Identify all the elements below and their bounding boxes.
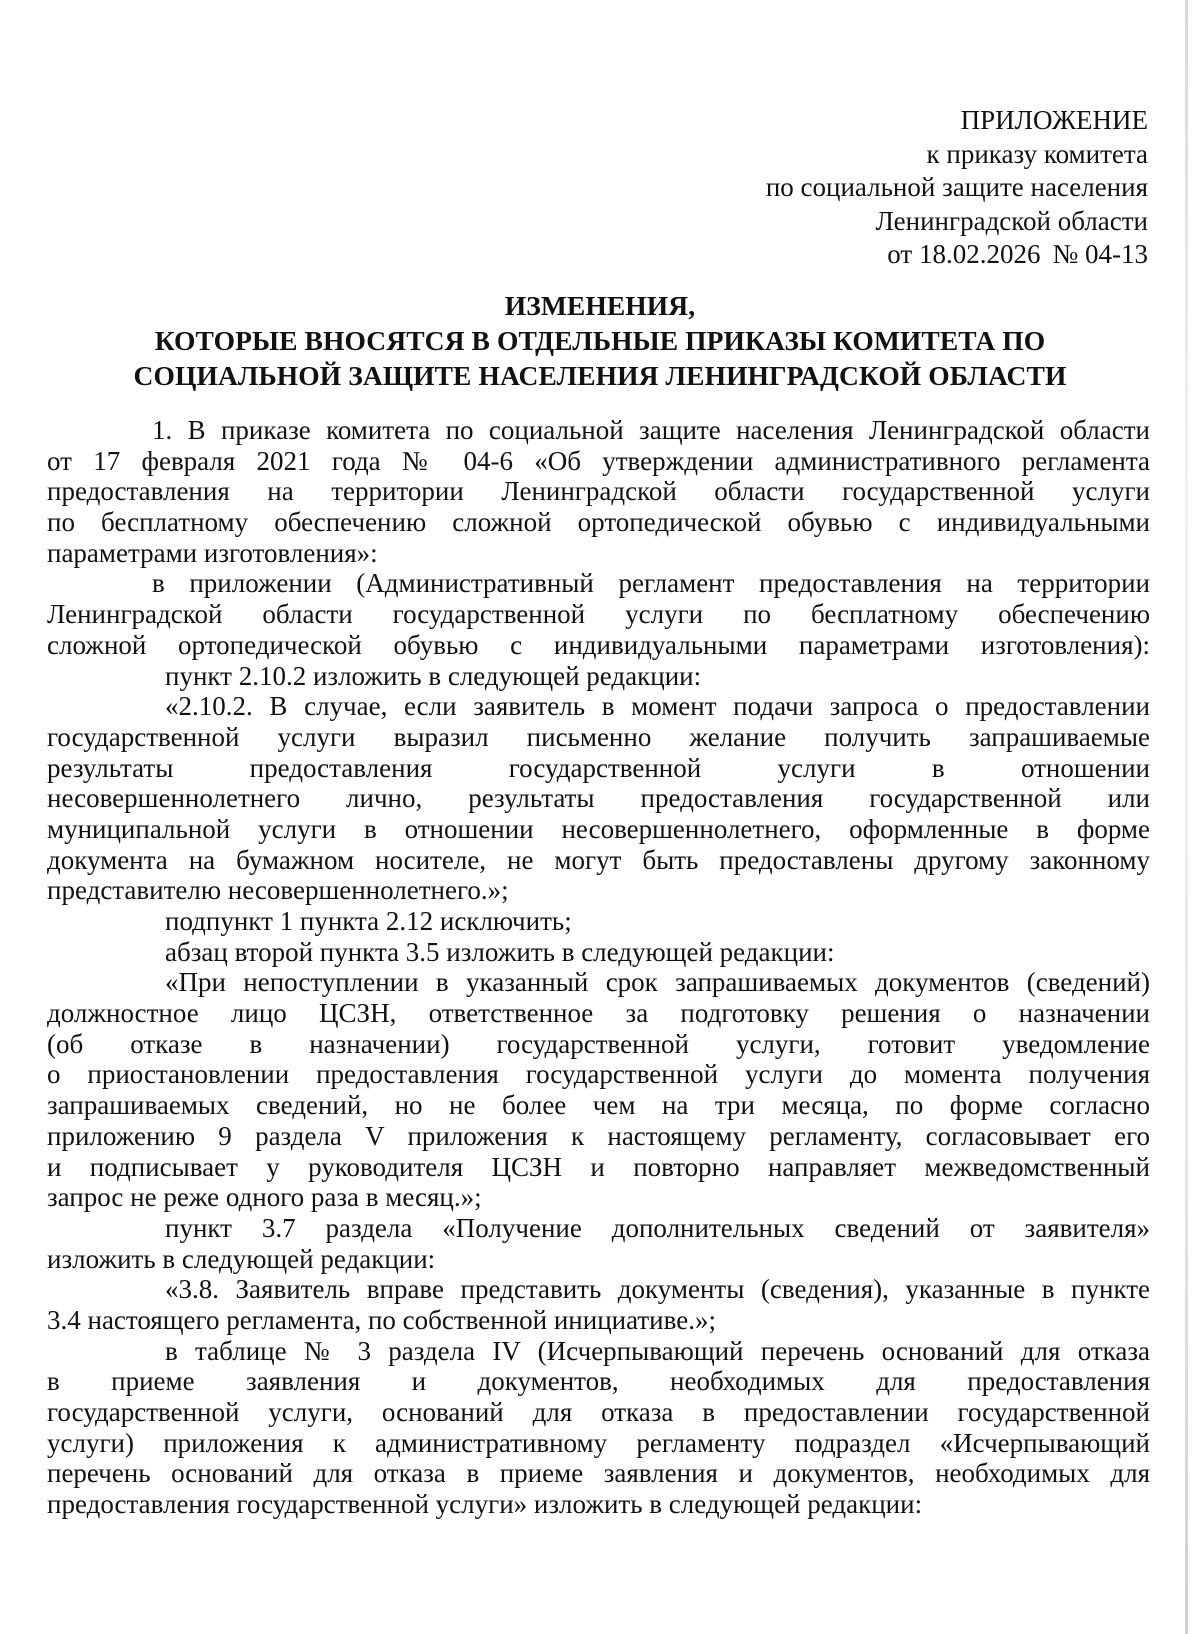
body-line: и подписывает у руководителя ЦСЗН и повторно направляет межведомственный: [47, 1151, 1150, 1182]
body-line: документа на бумажном носителе, не могут быть предоставлены другому законному: [47, 844, 1150, 875]
document-body: [47, 415, 1150, 1520]
body-line: изложить в следующей редакции:: [47, 1243, 436, 1274]
body-line: результаты предоставления государственной услуги в отношении: [47, 752, 1150, 783]
body-line: несовершеннолетнего лично, результаты предоставления государственной или: [47, 783, 1150, 814]
body-line: запрос не реже одного раза в месяц.»;: [47, 1182, 482, 1213]
body-line: о приостановлении предоставления государственной услуги до момента получения: [47, 1059, 1150, 1090]
body-line: подпункт 1 пункта 2.12 исключить;: [165, 906, 572, 936]
body-line: должностное лицо ЦСЗН, ответственное за подготовку решения о назначении: [47, 998, 1150, 1029]
body-line: Ленинградской области государственной услуги по бесплатному обеспечению: [47, 599, 1150, 630]
title-line-3: СОЦИАЛЬНОЙ ЗАЩИТЕ НАСЕЛЕНИЯ ЛЕНИНГРАДСКОЙ ОБЛАСТИ: [133, 360, 1067, 391]
body-line: «При непоступлении в указанный срок запрашиваемых документов (сведений): [165, 967, 1150, 998]
body-line: предоставления государственной услуги» изложить в следующей редакции:: [47, 1489, 923, 1520]
body-line: от 17 февраля 2021 года № 04-6 «Об утверждении административного регламента: [47, 445, 1150, 476]
approval-line-3: Ленинградской области: [875, 205, 1148, 236]
approval-line-2: по социальной защите населения: [765, 172, 1148, 202]
body-line: абзац второй пункта 3.5 изложить в следующей редакции:: [165, 936, 835, 967]
approval-label: ПРИЛОЖЕНИЕ: [960, 105, 1148, 135]
approval-date: от 18.02.2026: [887, 239, 1041, 269]
body-line: «3.8. Заявитель вправе представить документы (сведения), указанные в пункте: [165, 1274, 1150, 1305]
body-line: в приеме заявления и документов, необходимых для предоставления: [47, 1366, 1150, 1397]
body-line: перечень оснований для отказа в приеме заявления и документов, необходимых для: [47, 1458, 1150, 1489]
body-line: запрашиваемых сведений, но не более чем на три месяца, по форме согласно: [47, 1090, 1150, 1121]
body-line: пункт 2.10.2 изложить в следующей редакции:: [165, 660, 702, 691]
body-line: предоставления на территории Ленинградской области государственной услуги: [47, 476, 1150, 507]
body-line: пункт 3.7 раздела «Получение дополнительных сведений от заявителя»: [165, 1212, 1150, 1243]
body-line: представителю несовершеннолетнего.»;: [47, 875, 509, 906]
title-line-1: ИЗМЕНЕНИЯ,: [504, 290, 696, 321]
body-line: 3.4 настоящего регламента, по собственной инициативе.»;: [47, 1304, 716, 1335]
document-title: [50, 288, 1150, 393]
approval-block: [766, 104, 1148, 272]
body-line: государственной услуги выразил письменно желание получить запрашиваемые: [47, 721, 1150, 752]
approval-line-1: к приказу комитета: [926, 138, 1148, 169]
body-line: в приложении (Административный регламент предоставления на территории: [152, 568, 1150, 599]
body-line: приложению 9 раздела V приложения к настоящему регламенту, согласовывает его: [47, 1120, 1150, 1151]
body-line: государственной услуги, оснований для отказа в предоставлении государственной: [47, 1397, 1150, 1427]
body-line: в таблице № 3 раздела IV (Исчерпывающий перечень оснований для отказа: [165, 1335, 1150, 1366]
body-line: (об отказе в назначении) государственной услуги, готовит уведомление: [47, 1028, 1150, 1059]
scan-edge-shadow: [1185, 0, 1188, 1634]
body-line: параметрами изготовления»:: [47, 537, 378, 568]
body-line: муниципальной услуги в отношении несовершеннолетнего, оформленные в форме: [47, 813, 1150, 844]
body-line: сложной ортопедической обувью с индивидуальными параметрами изготовления):: [47, 629, 1150, 660]
body-line: услуги) приложения к административному регламенту подраздел «Исчерпывающий: [47, 1427, 1150, 1458]
approval-number: № 04-13: [1052, 239, 1148, 269]
body-line: 1. В приказе комитета по социальной защите населения Ленинградской области: [152, 415, 1150, 445]
body-line: «2.10.2. В случае, если заявитель в момент подачи запроса о предоставлении: [165, 691, 1150, 722]
approval-date-line: [766, 238, 1148, 272]
body-line: по бесплатному обеспечению сложной ортопедической обувью с индивидуальными: [47, 507, 1150, 538]
title-line-2: КОТОРЫЕ ВНОСЯТСЯ В ОТДЕЛЬНЫЕ ПРИКАЗЫ КОМИТЕТА ПО: [154, 325, 1046, 356]
